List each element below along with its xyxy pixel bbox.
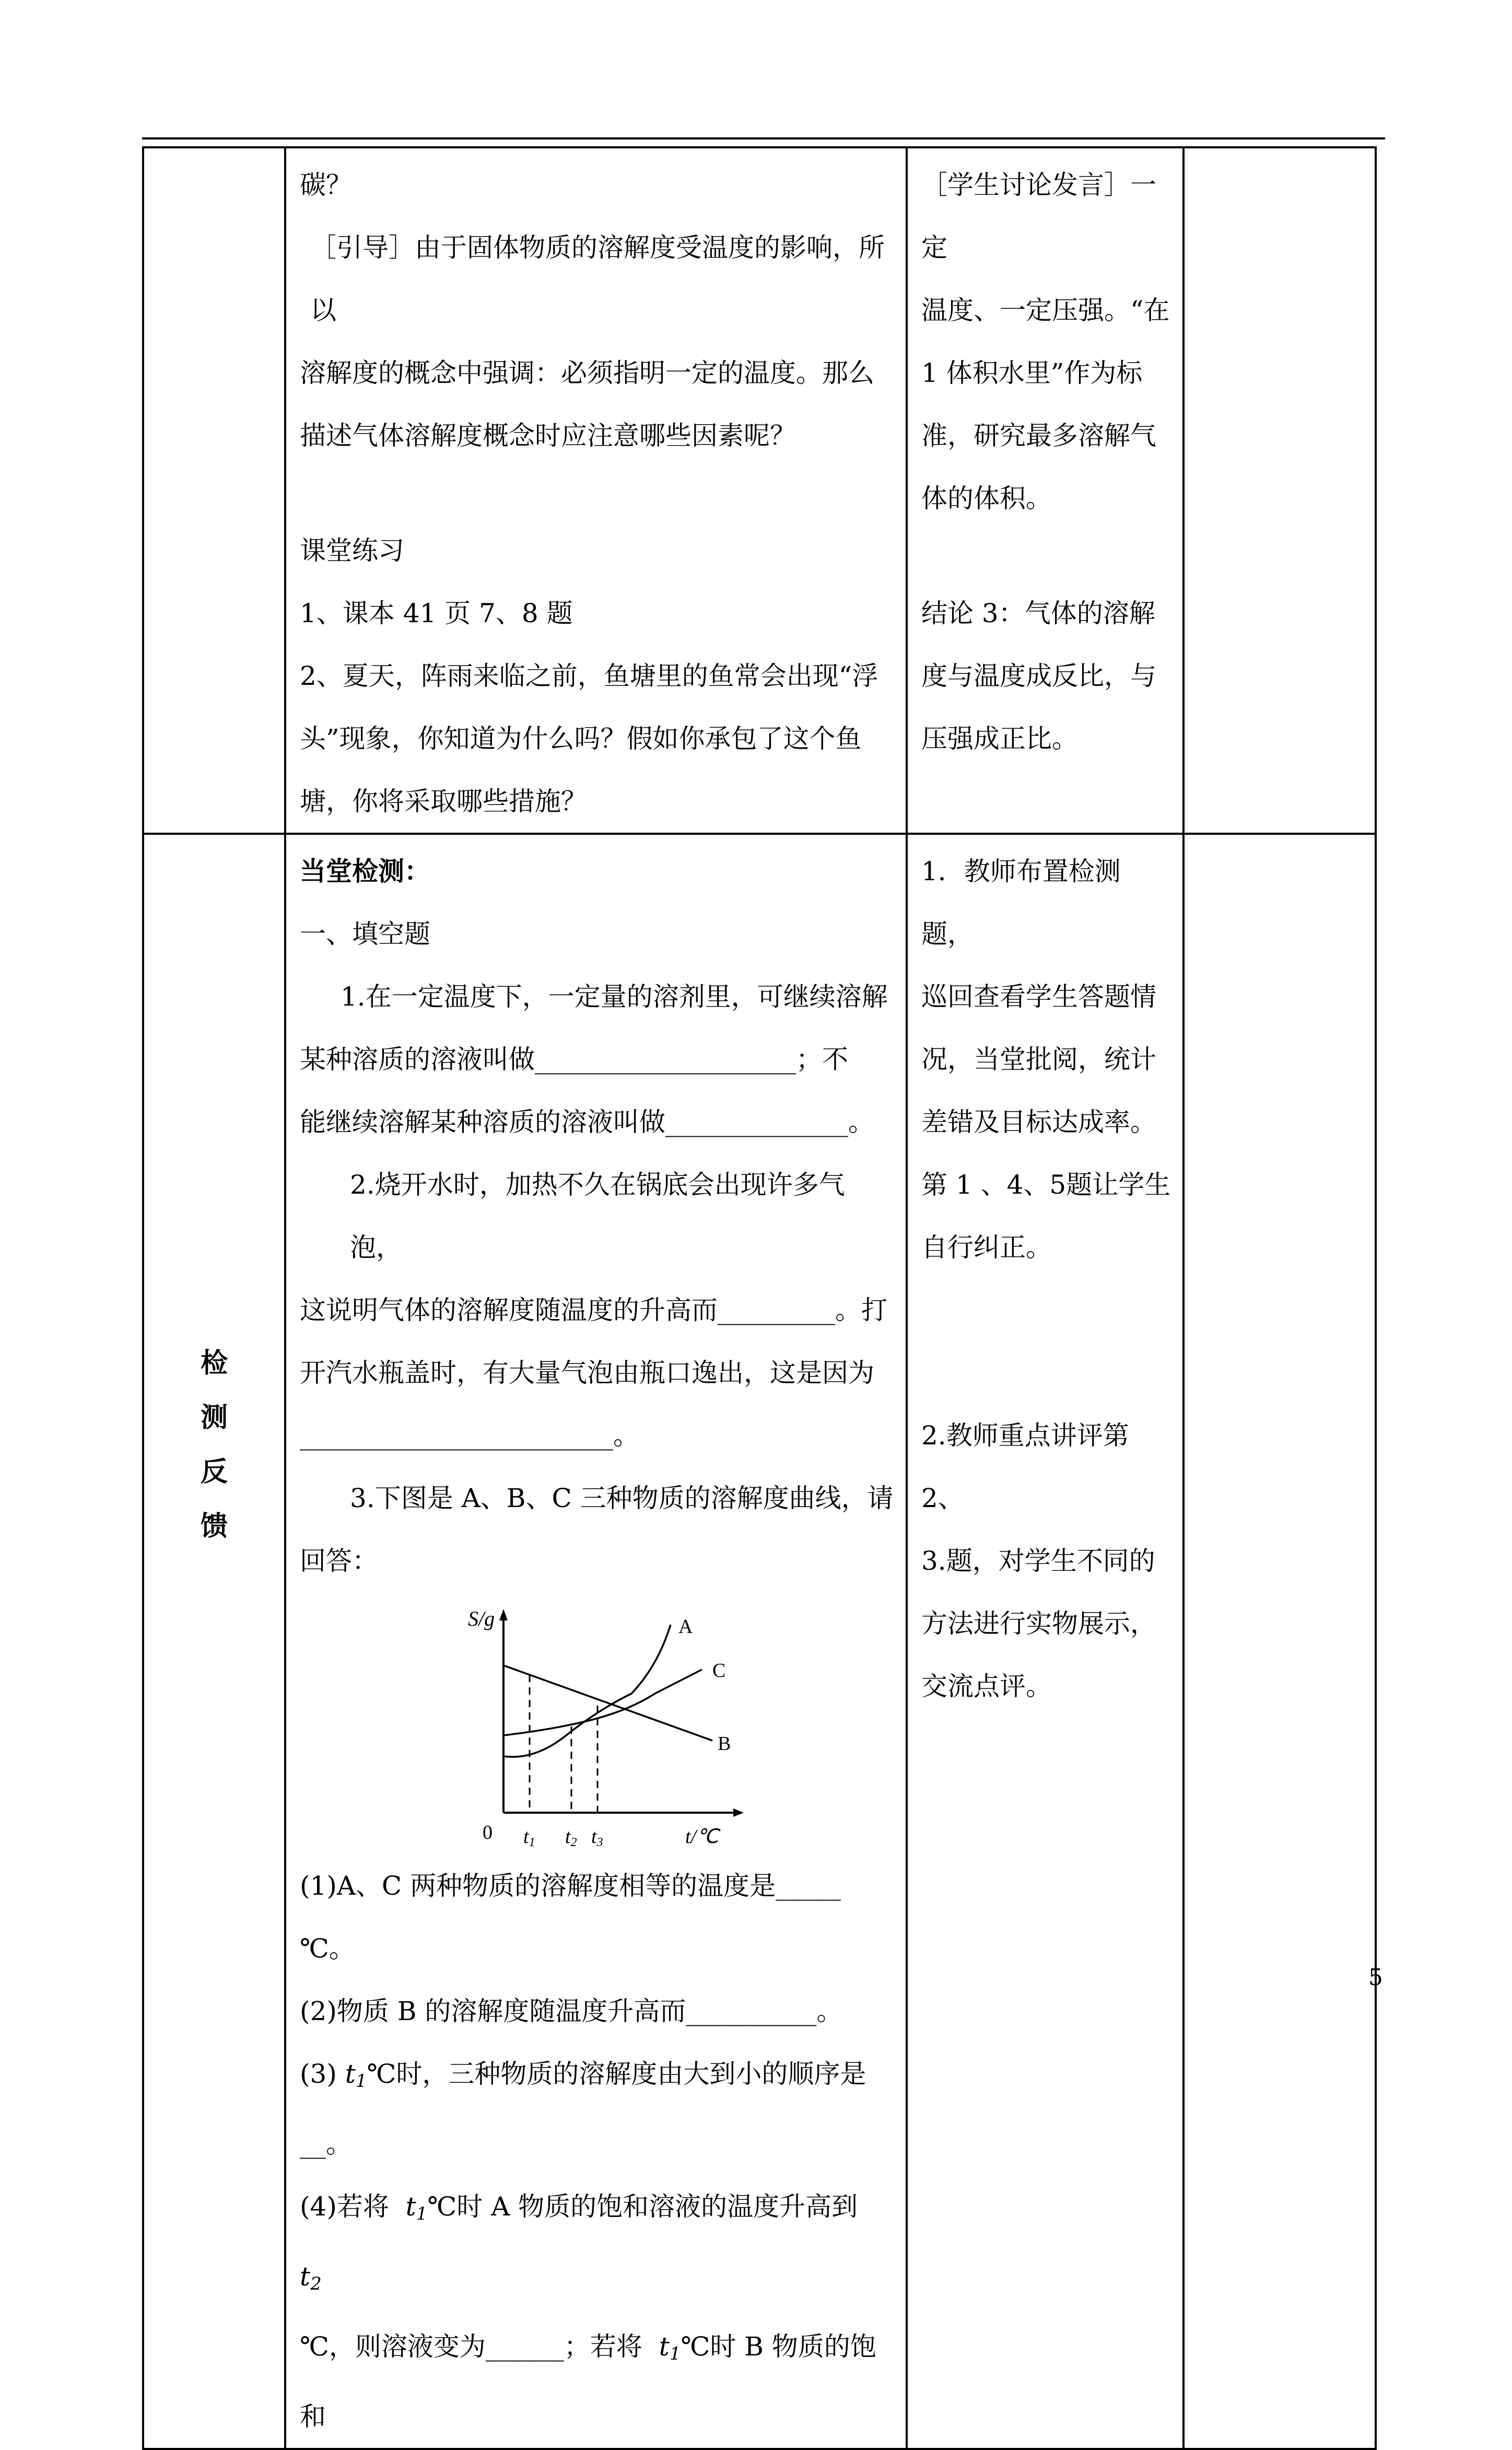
section-heading: 一、填空题 [300, 919, 430, 949]
stage-char: 检 [200, 1347, 228, 1379]
series-label-B: B [718, 1733, 731, 1755]
lesson-table [142, 146, 1377, 2450]
sub-question [300, 2043, 894, 2175]
text-fragment: (4)若将 [300, 2191, 406, 2222]
text-line: 1 体积水里”作为标 [921, 358, 1143, 388]
sub-question [300, 2315, 894, 2448]
text-line: 自行纠正。 [921, 1232, 1052, 1263]
question-line: 这说明气体的溶解度随温度的升高而_________。打 [300, 1295, 887, 1325]
sub-question [300, 2175, 894, 2315]
question-line: 1.在一定温度下，一定量的溶剂里，可继续溶解 [341, 982, 888, 1012]
practice-item: 2、夏天，阵雨来临之前，鱼塘里的鱼常会出现“浮 [300, 661, 878, 691]
conclusion-line: 结论 3：气体的溶解 [921, 598, 1155, 628]
question-line: ________________________。 [300, 1420, 639, 1451]
subscript: 1 [355, 2071, 367, 2092]
practice-item: 1、课本 41 页 7、8 题 [300, 598, 573, 628]
row2-activity-cell [907, 834, 1183, 2449]
text-fragment: ℃时 A 物质的饱和溶液的温度升高到 [427, 2191, 874, 2222]
curve-A [503, 1625, 671, 1757]
variable-t: t [345, 2059, 356, 2089]
section-title: 当堂检测： [300, 856, 430, 886]
stage-char: 馈 [200, 1510, 228, 1542]
sub-question: (2)物质 B 的溶解度随温度升高而__________。 [300, 1996, 843, 2026]
conclusion-line: 度与温度成反比，与 [921, 661, 1156, 691]
guide-line: ［引导］由于固体物质的溶解度受温度的影响，所以 [310, 232, 885, 325]
text-fragment: ℃时，三种物质的溶解度由大到小的顺序是__。 [300, 2059, 866, 2159]
text-line: 第 1 、4、5题让学生 [921, 1170, 1171, 1200]
page-number: 5 [1368, 1964, 1383, 1991]
row1-stage-cell [143, 147, 285, 834]
curve-B [503, 1665, 712, 1741]
y-axis-arrow [499, 1609, 508, 1620]
row2-notes-cell [1183, 834, 1376, 2449]
guide-line: 溶解度的概念中强调：必须指明一定的温度。那么 [300, 358, 874, 388]
practice-title: 课堂练习 [300, 535, 404, 566]
sub-question: (1)A、C 两种物质的溶解度相等的温度是_____ ℃。 [300, 1871, 849, 1964]
series-label-A: A [678, 1616, 693, 1638]
header-rule [142, 137, 1385, 139]
series-label-C: C [712, 1660, 726, 1682]
text-line: 1．教师布置检测题， [921, 856, 1121, 949]
practice-item: 塘，你将采取哪些措施？ [300, 786, 587, 816]
row1-notes-cell [1183, 147, 1376, 834]
row1-content-cell [285, 147, 907, 834]
x-axis-arrow [733, 1809, 744, 1817]
table-row [143, 834, 1376, 2449]
text-line: 体的体积。 [921, 483, 1052, 514]
table-row [143, 147, 1376, 834]
question-line: 3.下图是 A、B、C 三种物质的溶解度曲线，请 [350, 1483, 894, 1513]
text-line: 2.教师重点讲评第2、 [921, 1420, 1129, 1513]
subscript: 1 [416, 2203, 428, 2224]
stage-char: 测 [200, 1402, 228, 1433]
tick-label-t1: t1 [523, 1826, 535, 1849]
question-line: 回答： [300, 1546, 378, 1576]
text-line: ［学生讨论发言］一定 [921, 170, 1156, 263]
text-line: 准，研究最多溶解气 [921, 421, 1156, 451]
practice-item: 头”现象，你知道为什么吗？假如你承包了这个鱼 [300, 724, 862, 754]
question-line: 开汽水瓶盖时，有大量气泡由瓶口逸出，这是因为 [300, 1358, 874, 1388]
text-line: 碳？ [300, 170, 352, 200]
text-line: 况，当堂批阅，统计 [921, 1044, 1156, 1075]
text-line: 巡回查看学生答题情 [921, 982, 1156, 1012]
question-line: 某种溶质的溶液叫做____________________；不 [300, 1044, 848, 1075]
guide-line: 描述气体溶解度概念时应注意哪些因素呢？ [300, 421, 796, 451]
variable-t: t [659, 2331, 670, 2362]
solubility-chart [468, 1604, 744, 1849]
text-line: 交流点评。 [921, 1671, 1052, 1701]
text-fragment: ℃，则溶液变为______；若将 [300, 2331, 659, 2362]
tick-label-t3: t3 [591, 1826, 603, 1849]
variable-t: t [405, 2191, 416, 2222]
row2-content-cell [285, 834, 907, 2449]
text-fragment: ℃时 B 物质的饱和 [300, 2331, 876, 2432]
text-fragment: (3) [300, 2059, 345, 2089]
question-line: 2.烧开水时，加热不久在锅底会出现许多气泡， [350, 1170, 845, 1263]
row2-stage-cell [143, 834, 285, 2449]
tick-label-t2: t2 [565, 1826, 577, 1849]
question-line: 能继续溶解某种溶质的溶液叫做______________。 [300, 1107, 874, 1137]
x-axis-label: t/℃ [685, 1826, 719, 1848]
origin-label: 0 [483, 1822, 493, 1844]
subscript: 2 [310, 2273, 322, 2294]
variable-t: t [300, 2261, 311, 2292]
text-line: 方法进行实物展示， [921, 1608, 1156, 1639]
y-axis-label: S/g [468, 1607, 495, 1630]
text-line: 3.题，对学生不同的 [921, 1546, 1155, 1576]
text-line: 差错及目标达成率。 [921, 1107, 1156, 1137]
row1-activity-cell [907, 147, 1183, 834]
conclusion-line: 压强成正比。 [921, 724, 1078, 754]
text-line: 温度、一定压强。“在 [921, 295, 1170, 325]
subscript: 1 [669, 2343, 681, 2364]
stage-char: 反 [200, 1456, 228, 1488]
